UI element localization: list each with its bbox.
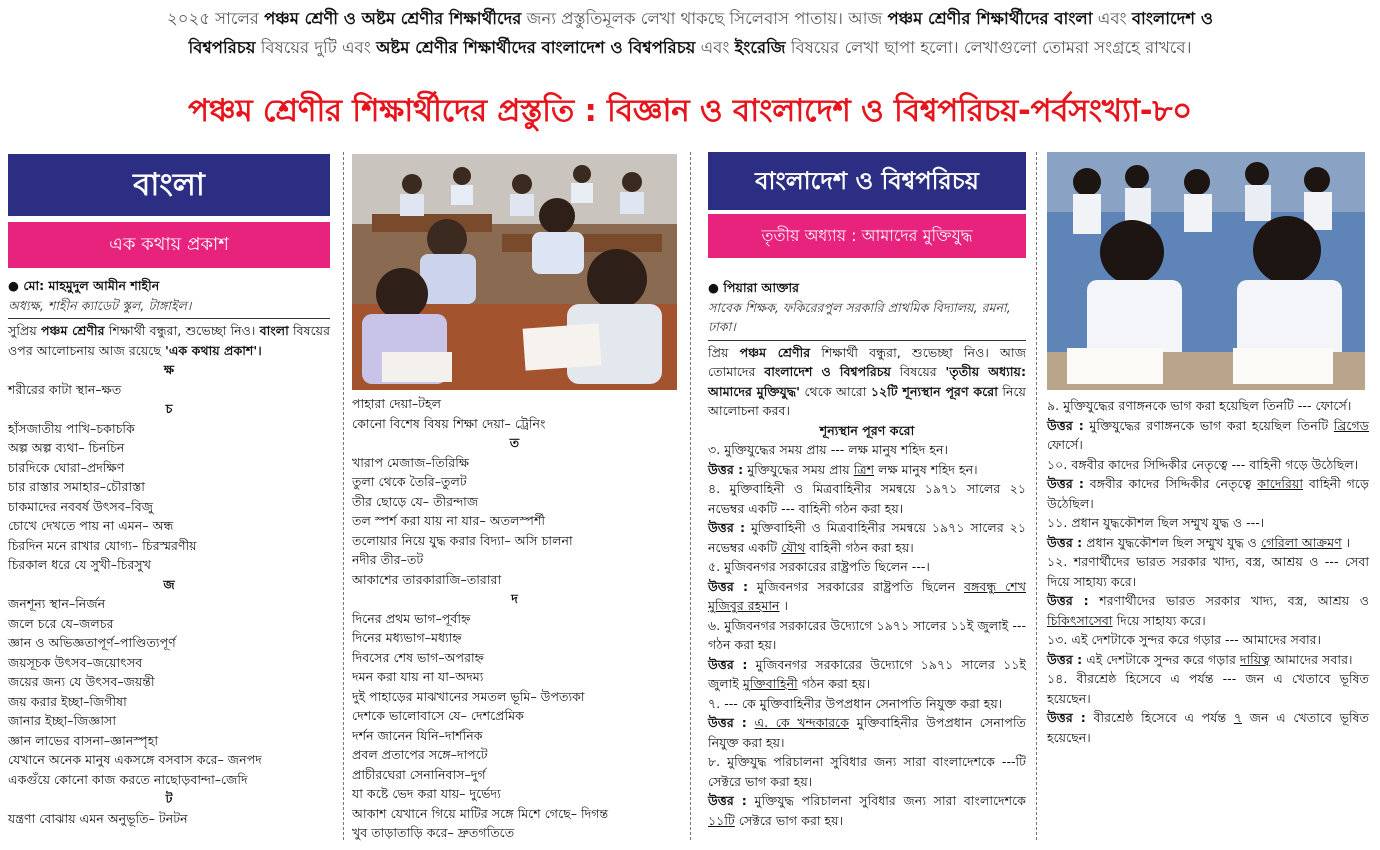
section-title: বাংলাদেশ ও বিশ্বপরিচয় xyxy=(708,152,1026,210)
list-item: তুলা থেকে তৈরি–তুলট xyxy=(352,474,467,489)
answer-part: সেক্টরে ভাগ করা হয়। xyxy=(738,812,844,828)
list-item: দর্শন জানেন যিনি–দার্শনিক xyxy=(352,727,483,743)
divider xyxy=(8,318,330,319)
list-item: জ্ঞান লাভের বাসনা–জ্ঞানস্পৃহা xyxy=(8,732,159,748)
answer-text xyxy=(1047,591,1369,630)
answer-highlight: ১১টি xyxy=(708,812,735,828)
intro-text-bold: পঞ্চম শ্রেণীর শিক্ষার্থীদের বাংলা xyxy=(887,9,1093,28)
letter-heading: জ xyxy=(163,576,175,592)
question-list xyxy=(708,440,1026,830)
column-divider xyxy=(690,152,691,840)
answer-highlight: গেরিলা আক্রমণ xyxy=(1260,534,1342,550)
list-item: খারাপ মেজাজ–তিরিক্ষি xyxy=(352,454,470,470)
intro-text-bold: বাংলাদেশ ও xyxy=(1131,9,1213,28)
list-item: নদীর তীর–তট xyxy=(352,552,424,567)
answer-label: উত্তর : xyxy=(708,520,746,535)
answer-label: উত্তর : xyxy=(708,656,748,672)
list-item: প্রাচীরঘেরা সেনানিবাস–দুর্গ xyxy=(352,766,486,782)
answer-part: মুক্তিযুদ্ধের সময় প্রায় xyxy=(747,461,850,477)
list-item: তীর ছোড়ে যে– তীরন্দাজ xyxy=(352,493,479,509)
intro-text-bold: বিশ্বপরিচয় xyxy=(188,38,256,57)
list-item: আকাশের তারকারাজি–তারারা xyxy=(352,571,502,587)
answer-label: উত্তর : xyxy=(1047,593,1089,608)
list-item: দিবসের শেষ ভাগ–অপরাহ্ন xyxy=(352,649,485,665)
answer-highlight: এ. কে খন্দকারকে xyxy=(754,715,850,730)
word-list xyxy=(352,394,677,433)
answer-part: জন এ খেতাবে ভূষিত হয়েছেন। xyxy=(1047,710,1369,745)
list-item: চার রাস্তার সমাহার–চৌরাস্তা xyxy=(8,479,145,494)
answer-highlight: দায়িত্ব xyxy=(1239,651,1271,667)
question-text: ১১. প্রধান যুদ্ধকৌশল ছিল সম্মুখ যুদ্ধ ও ---। xyxy=(1047,515,1265,530)
list-item: দিনের প্রথম ভাগ–পূর্বাহ্ন xyxy=(352,610,471,626)
answer-part: মুক্তিযুদ্ধ পরিচালনা সুবিধার জন্য সারা বাংলাদেশকে xyxy=(754,793,1026,808)
answer-part: এই দেশটাকে সুন্দর করে গড়ার xyxy=(1086,651,1236,667)
intro-text: ২০২৫ সালের xyxy=(167,9,259,28)
question-list xyxy=(1047,396,1369,747)
list-item: কোনো বিশেষ বিষয় শিক্ষা দেয়া– ট্রেনিং xyxy=(352,415,546,431)
answer-part: বাহিনী গড়ে উঠেছিল। xyxy=(1047,476,1369,511)
question-text: ৭. --- কে মুক্তিবাহিনীর উপপ্রধান সেনাপতি নিযুক্ত করা হয়। xyxy=(708,695,1003,711)
answer-highlight: যৌথ xyxy=(781,539,806,555)
intro-text: বিষয়ের লেখা ছাপা হলো। লেখাগুলো তোমরা সংগ্রহে রাখবে। xyxy=(790,38,1192,57)
answer-label: উত্তর : xyxy=(708,461,744,477)
answer-label: উত্তর : xyxy=(708,715,747,730)
author-role: অধ্যক্ষ, শাহীন ক্যাডেট স্কুল, টাঙ্গাইল। xyxy=(8,297,192,313)
answer-highlight: ৭ xyxy=(1233,710,1243,725)
list-item: জ্ঞান ও অভিজ্ঞতাপূর্ণ–পাণ্ডিত্যপূর্ণ xyxy=(8,635,176,650)
list-item: জয় করার ইচ্ছা–জিগীষা xyxy=(8,693,127,709)
intro-text: এবং xyxy=(700,38,730,57)
students-writing-photo xyxy=(352,154,677,390)
list-item: আকাশ যেখানে গিয়ে মাটির সঙ্গে মিশে গেছে– দিগন্ত xyxy=(352,805,609,821)
answer-part: আমাদের সবার। xyxy=(1274,651,1353,667)
answer-part: বীরশ্রেষ্ঠ হিসেবে এ পর্যন্ত xyxy=(1093,710,1227,725)
list-item: চারদিকে ঘোরা–প্রদক্ষিণ xyxy=(8,459,125,475)
question-text: ৯. মুক্তিযুদ্ধের রণাঙ্গনকে ভাগ করা হয়েছিল তিনটি --- ফোর্সে। xyxy=(1047,398,1352,413)
list-item: প্রবল প্রতাপের সঙ্গে–দাপটে xyxy=(352,747,488,762)
section-heading: শূন্যস্থান পূরণ করো xyxy=(819,422,915,438)
schoolgirls-photo xyxy=(1047,152,1365,390)
list-item: যন্ত্রণা বোঝায় এমন অনুভূতি– টনটন xyxy=(8,810,188,826)
list-item: চোখে দেখতে পায় না এমন– অন্ধ xyxy=(8,518,174,533)
answer-part: ফোর্সে। xyxy=(1047,437,1083,452)
answer-highlight: বঙ্গবন্ধু শেখ মুজিবুর রহমান xyxy=(708,578,1027,613)
answer-part: মুক্তিবাহিনীর উপপ্রধান সেনাপতি নিযুক্ত করা হয়। xyxy=(708,715,1027,750)
bangla-column-continued xyxy=(352,154,677,843)
list-item: হাঁসজাতীয় পাখি–চকাচকি xyxy=(8,420,135,436)
answer-label: উত্তর : xyxy=(1047,710,1086,725)
list-item: জয়সূচক উৎসব–জয়োৎসব xyxy=(8,654,143,670)
intro-text: এবং xyxy=(1097,9,1127,28)
list-item: তল স্পর্শ করা যায় না যার– অতলস্পর্শী xyxy=(352,513,546,528)
question-text: ১৩. এই দেশটাকে সুন্দর করে গড়ার --- আমাদের সবার। xyxy=(1047,632,1322,647)
letter-heading: দ xyxy=(511,591,518,606)
section-title: বাংলা xyxy=(8,154,330,216)
answer-text xyxy=(1047,533,1369,553)
page-headline: পঞ্চম শ্রেণীর শিক্ষার্থীদের প্রস্তুতি : বিজ্ঞান ও বাংলাদেশ ও বিশ্বপরিচয়-পর্বসংখ্যা-৮০ xyxy=(187,93,1193,129)
list-item: শরীরের কাটা স্থান–ক্ষত xyxy=(8,381,122,397)
column-divider xyxy=(343,152,344,840)
answer-highlight: মুক্তিবাহিনী xyxy=(742,676,798,691)
letter-heading: চ xyxy=(165,401,173,416)
word-list xyxy=(8,360,330,828)
answer-text xyxy=(1047,650,1369,670)
question-text: ৬. মুজিবনগর সরকারের উদ্যোগে ১৯৭১ সালের ১১ই জুলাই --- গঠন করা হয়। xyxy=(708,617,1026,652)
author-role: সাবেক শিক্ষক, ফকিরেরপুল সরকারি প্রাথমিক বিদ্যালয়, রমনা, ঢাকা। xyxy=(708,299,1011,334)
answer-label: উত্তর : xyxy=(1047,651,1083,667)
answer-part: প্রধান যুদ্ধকৌশল ছিল সম্মুখ যুদ্ধ ও xyxy=(1086,534,1257,550)
question-text: ৫. মুজিবনগর সরকারের রাষ্ট্রপতি ছিলেন ---। xyxy=(708,559,930,574)
answer-text xyxy=(1047,474,1369,513)
word-list xyxy=(352,433,677,843)
intro-text: বিষয়ের দুটি এবং xyxy=(260,38,371,57)
intro-text-bold: ইংরেজি xyxy=(734,38,786,57)
answer-part: শরণার্থীদের ভারত সরকার খাদ্য, বস্ত্র, আশ্রয় ও xyxy=(1099,593,1369,608)
author-name: ● পিয়ারা আক্তার xyxy=(708,280,800,295)
list-item: দিনের মধ্যভাগ–মধ্যাহ্ন xyxy=(352,630,462,645)
bgw-column-continued xyxy=(1047,152,1369,747)
question-text: ৮. মুক্তিযুদ্ধ পরিচালনা সুবিধার জন্য সারা বাংলাদেশকে ---টি সেক্টরে ভাগ করা হয়। xyxy=(708,754,1026,789)
question-text: ১২. শরণার্থীদের ভারত সরকার খাদ্য, বস্ত্র, আশ্রয় ও --- সেবা দিয়ে সাহায্য করে। xyxy=(1047,554,1369,589)
intro-text-bold: পঞ্চম শ্রেণী ও অষ্টম শ্রেণীর শিক্ষার্থীদের xyxy=(264,9,522,28)
question-text: ১০. বঙ্গবীর কাদের সিদ্দিকীর নেতৃত্বে --- বাহিনী গড়ে উঠেছিল। xyxy=(1047,456,1359,472)
intro-text: জন্য প্রস্তুতিমূলক লেখা থাকছে সিলেবাস পাতায়। আজ xyxy=(526,9,883,28)
list-item: দমন করা যায় না যা–অদম্য xyxy=(352,669,484,684)
column-divider xyxy=(1036,152,1037,840)
letter-heading: ক্ষ xyxy=(163,362,175,377)
answer-part: দিয়ে সাহায্য করে। xyxy=(1116,612,1206,628)
answer-text xyxy=(1047,416,1369,455)
answer-text xyxy=(708,791,1026,830)
answer-part: । xyxy=(1345,534,1351,550)
question-text: ১৪. বীরশ্রেষ্ঠ হিসেবে এ পর্যন্ত --- জন এ খেতাবে ভূষিত হয়েছেন। xyxy=(1047,671,1369,706)
list-item: জানার ইচ্ছা–জিজ্ঞাসা xyxy=(8,713,116,728)
list-item: খুব তাড়াতাড়ি করে– দ্রুতগতিতে xyxy=(352,825,515,840)
answer-text xyxy=(708,460,1026,480)
section-subtitle: তৃতীয় অধ্যায় : আমাদের মুক্তিযুদ্ধ xyxy=(708,214,1026,258)
list-item: যা কষ্টে ভেদ করা যায়– দুর্ভেদ্য xyxy=(352,786,501,801)
answer-highlight: ত্রিশ xyxy=(853,461,875,477)
bangla-column xyxy=(8,154,330,828)
answer-label: উত্তর : xyxy=(708,793,747,808)
list-item: দুই পাহাড়ের মাঝখানের সমতল ভূমি– উপত্যকা xyxy=(352,688,585,704)
answer-part: মুক্তিবাহিনী ও মিত্রবাহিনীর সমন্বয়ে ১৯৭১ সালের ২১ নভেম্বর একটি xyxy=(708,520,1026,555)
question-text: ৪. মুক্তিবাহিনী ও মিত্রবাহিনীর সমন্বয়ে ১৯৭১ সালের ২১ নভেম্বর একটি --- বাহিনী গঠন করা হয়। xyxy=(708,481,1026,516)
answer-part: মুজিবনগর সরকারের রাষ্ট্রপতি ছিলেন xyxy=(756,578,956,594)
answer-text xyxy=(708,518,1026,557)
list-item: জলে চরে যে–জলচর xyxy=(8,615,114,631)
intro-paragraph: সুপ্রিয় পঞ্চম শ্রেণীর শিক্ষার্থী বন্ধুরা, শুভেচ্ছা নিও। বাংলা বিষয়ের ওপর আলোচনায় আজ রয়েছে 'এক কথায় প্রকাশ'। xyxy=(8,323,330,358)
answer-part: । xyxy=(783,598,789,613)
answer-label: উত্তর : xyxy=(1047,476,1084,491)
answer-part: বঙ্গবীর কাদের সিদ্দিকীর নেতৃত্বে xyxy=(1089,476,1252,491)
list-item: জনশূন্য স্থান–নির্জন xyxy=(8,596,106,611)
list-item: একগুঁয়ে কোনো কাজ করতে নাছোড়বান্দা–জেদি xyxy=(8,771,248,787)
list-item: তলোয়ার নিয়ে যুদ্ধ করার বিদ্যা– অসি চালনা xyxy=(352,532,573,548)
list-item: দেশকে ভালোবাসে যে– দেশপ্রেমিক xyxy=(352,708,524,723)
list-item: জয়ের জন্য যে উৎসব–জয়ন্তী xyxy=(8,674,155,689)
answer-part: লক্ষ মানুষ শহিদ হন। xyxy=(878,461,978,477)
answer-part: মুক্তিযুদ্ধের রণাঙ্গনকে ভাগ করা হয়েছিল তিনটি xyxy=(1089,417,1329,433)
list-item: চাকমাদের নববর্ষ উৎসব–বিজু xyxy=(8,498,154,514)
answer-part: বাহিনী গঠন করা হয়। xyxy=(809,539,914,555)
bgw-column xyxy=(708,152,1026,830)
intro-text-bold: অষ্টম শ্রেণীর শিক্ষার্থীদের বাংলাদেশ ও বিশ্বপরিচয় xyxy=(376,38,696,57)
list-item: চিরদিন মনে রাখার যোগ্য– চিরস্মরণীয় xyxy=(8,537,197,553)
answer-label: উত্তর : xyxy=(1047,417,1084,433)
answer-part: গঠন করা হয়। xyxy=(801,676,871,691)
list-item: যেখানে অনেক মানুষ একসঙ্গে বসবাস করে– জনপদ xyxy=(8,752,262,767)
list-item: চিরকাল ধরে যে সুখী–চিরসুখ xyxy=(8,557,151,572)
intro-paragraph: প্রিয় পঞ্চম শ্রেণীর শিক্ষার্থী বন্ধুরা, শুভেচ্ছা নিও। আজ তোমাদের বাংলাদেশ ও বিশ্বপরিচয় বিষয়ের 'তৃতীয় অধ্যায়: আমাদের মুক্তিযুদ্ধ' থেকে আরো ১২টি শূন্যস্থান পূরণ করো নিয়ে আলোচনা করব। xyxy=(708,344,1026,418)
section-subtitle: এক কথায় প্রকাশ xyxy=(8,222,330,268)
letter-heading: ত xyxy=(509,435,520,450)
answer-text xyxy=(708,713,1026,752)
answer-text xyxy=(1047,708,1369,747)
list-item: পাহারা দেয়া–টহল xyxy=(352,396,442,411)
answer-text xyxy=(708,655,1026,694)
answer-highlight: চিকিৎসাসেবা xyxy=(1047,612,1113,628)
answer-highlight: কাদেরিয়া xyxy=(1257,476,1304,491)
answer-highlight: ব্রিগেড xyxy=(1333,417,1369,433)
answer-text xyxy=(708,577,1026,616)
author-name: ● মো: মাহমুদুল আমীন শাহীন xyxy=(8,278,160,293)
answer-label: উত্তর : xyxy=(708,578,749,594)
answer-part: মুজিবনগর সরকারের উদ্যোগে ১৯৭১ সালের ১১ই জুলাই xyxy=(708,656,1026,691)
question-text: ৩. মুক্তিযুদ্ধের সময় প্রায় --- লক্ষ মানুষ শহিদ হন। xyxy=(708,442,948,457)
divider xyxy=(708,340,1026,341)
list-item: অল্প অল্প ব্যথা– চিনচিন xyxy=(8,440,125,455)
letter-heading: ট xyxy=(165,791,173,806)
intro-paragraph xyxy=(0,4,1380,62)
answer-label: উত্তর : xyxy=(1047,534,1083,550)
